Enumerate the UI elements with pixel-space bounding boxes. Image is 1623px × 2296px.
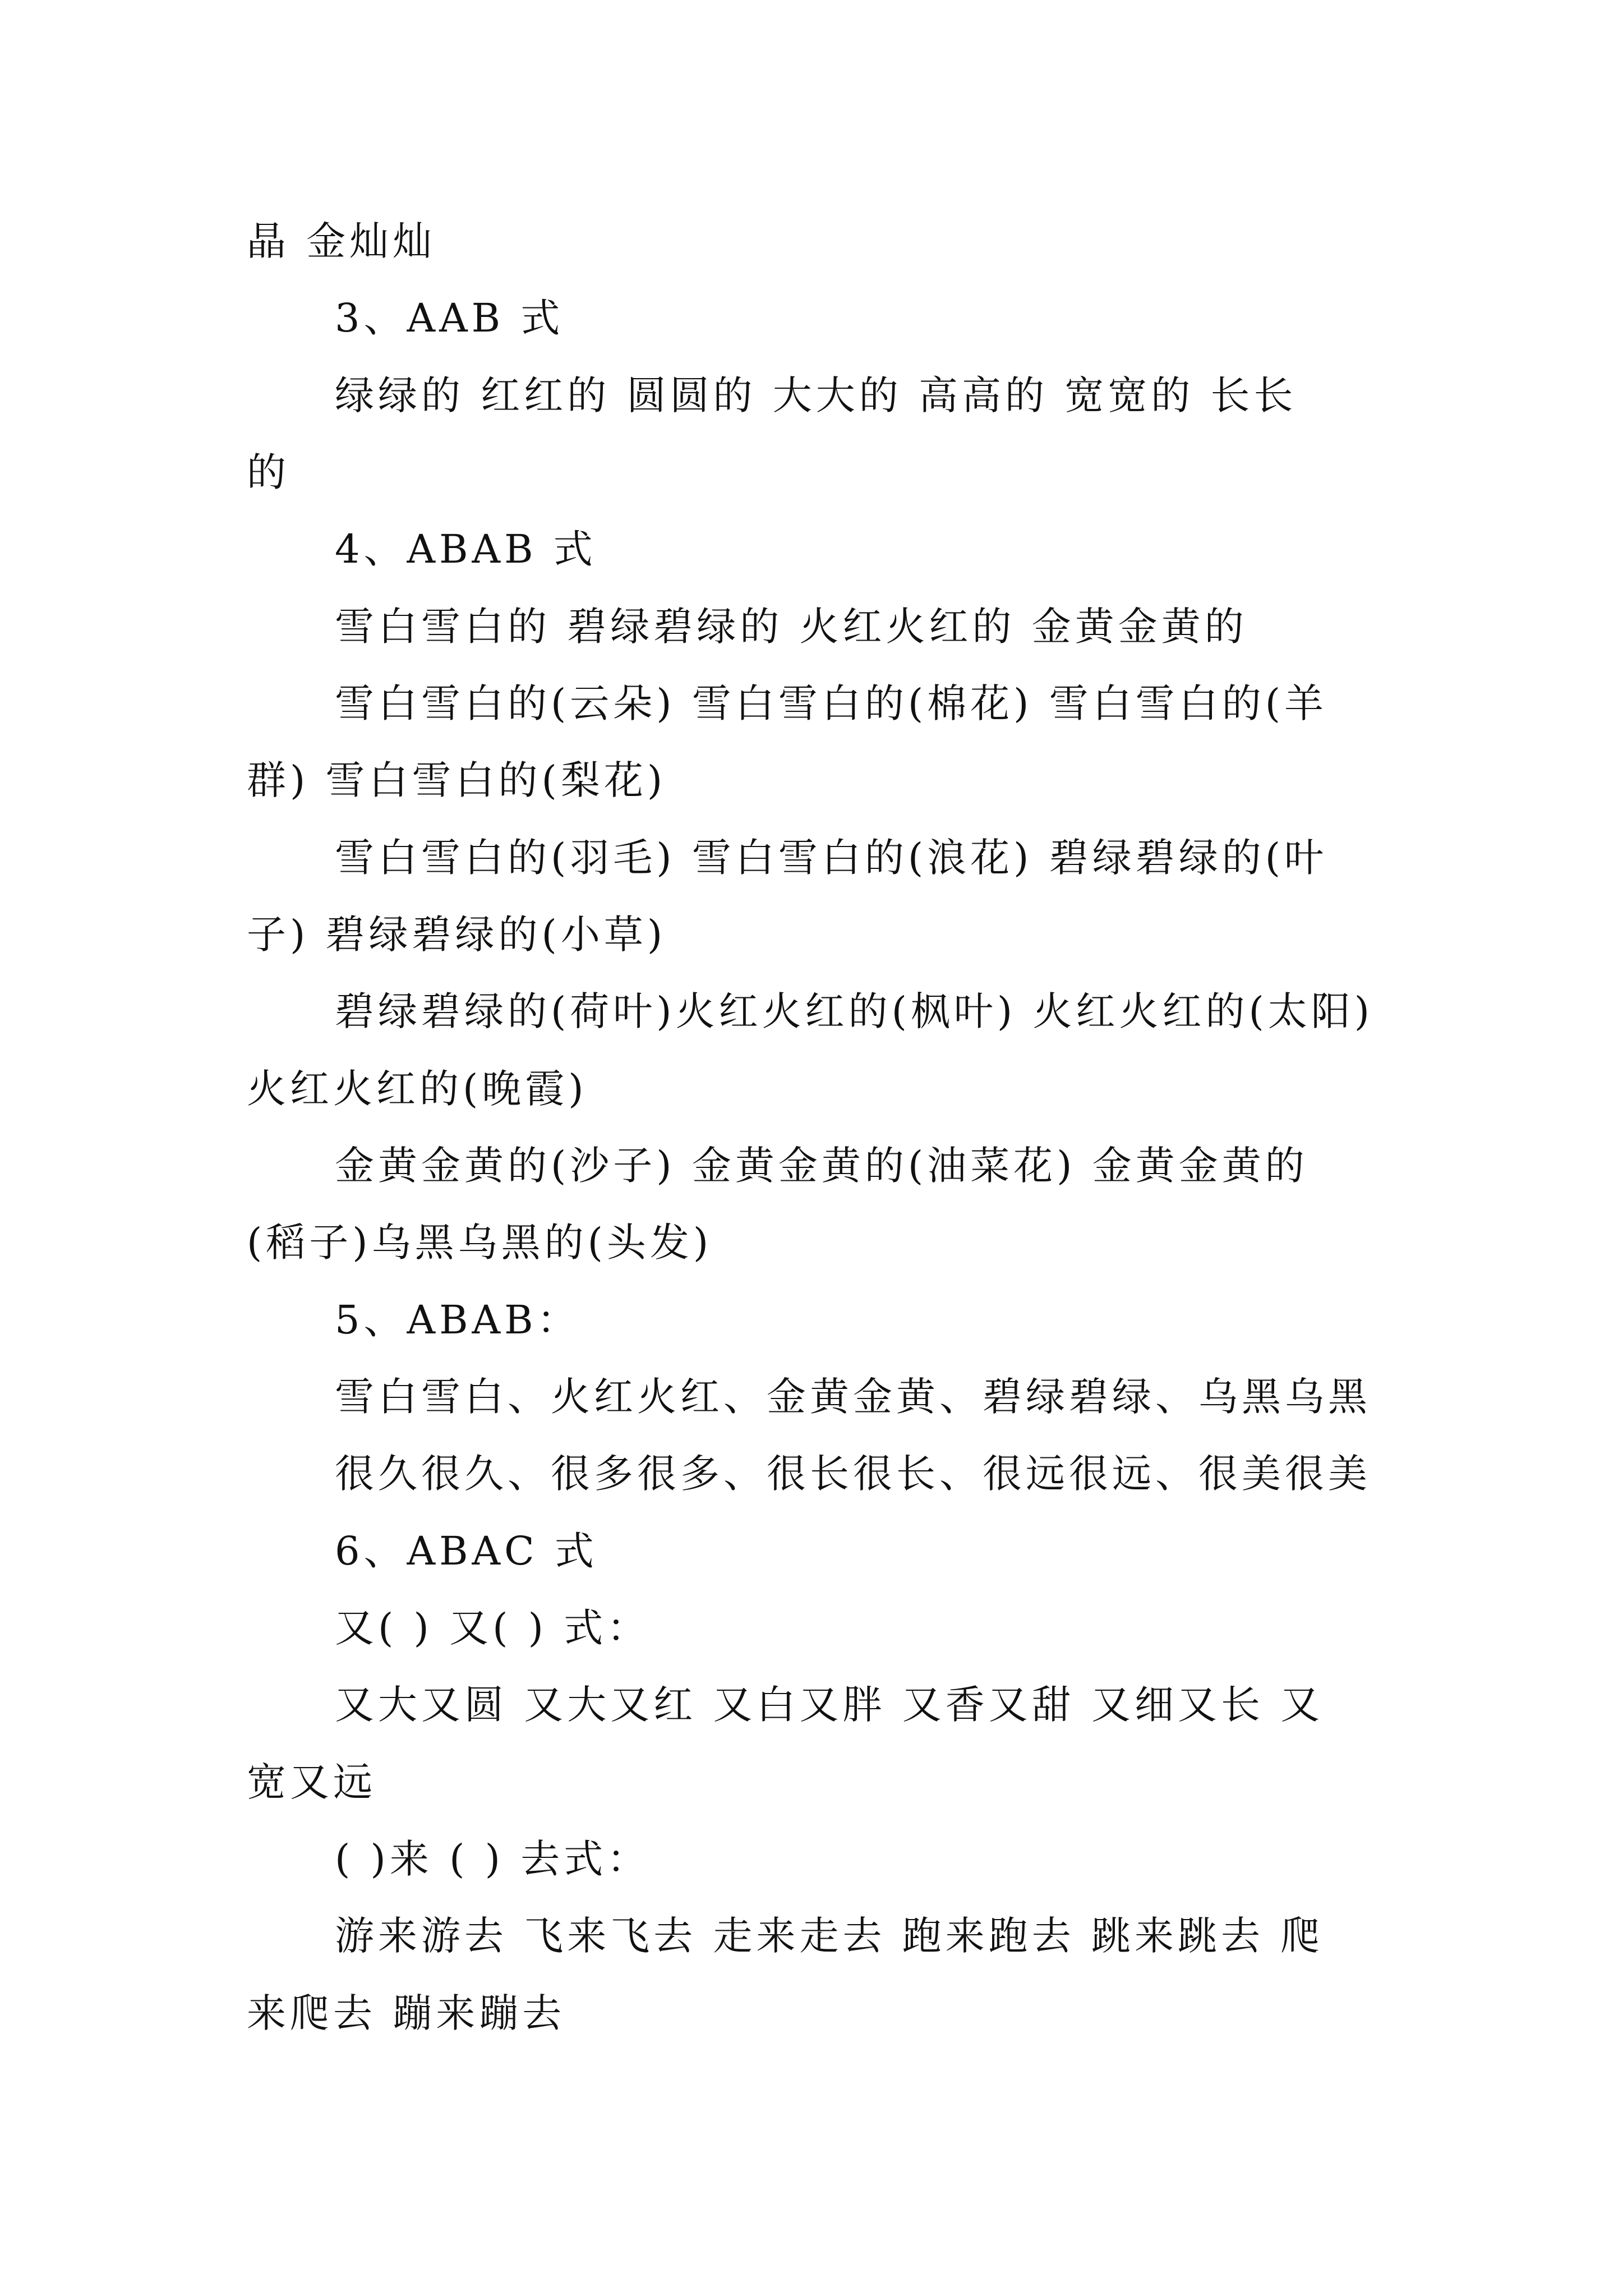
text-line: 绿绿的 红红的 圆圆的 大大的 高高的 宽宽的 长长 <box>335 372 1297 418</box>
text-line: 游来游去 飞来飞去 走来走去 跑来跑去 跳来跳去 爬 <box>335 1913 1324 1959</box>
text-line: 4、ABAB 式 <box>335 526 597 572</box>
text-line: 子) 碧绿碧绿的(小草) <box>247 912 667 958</box>
text-line: 雪白雪白的(云朵) 雪白雪白的(棉花) 雪白雪白的(羊 <box>335 680 1328 726</box>
text-line: 的 <box>247 449 290 495</box>
text-line: 6、ABAC 式 <box>335 1528 598 1574</box>
text-line: 群) 雪白雪白的(梨花) <box>247 757 667 803</box>
text-line: 雪白雪白、火红火红、金黄金黄、碧绿碧绿、乌黑乌黑 <box>335 1374 1371 1420</box>
text-line: 碧绿碧绿的(荷叶)火红火红的(枫叶) 火红火红的(太阳) <box>335 988 1374 1034</box>
text-line: 3、AAB 式 <box>335 295 564 341</box>
text-line: 宽又远 <box>247 1759 376 1805</box>
text-line: (稻子)乌黑乌黑的(头发) <box>247 1220 713 1266</box>
text-line: 雪白雪白的(羽毛) 雪白雪白的(浪花) 碧绿碧绿的(叶 <box>335 835 1328 881</box>
text-line: 晶 金灿灿 <box>247 218 436 264</box>
text-line: 又( ) 又( ) 式： <box>335 1605 651 1651</box>
text-line: 5、ABAB： <box>335 1297 580 1343</box>
text-line: ( )来 ( ) 去式： <box>335 1836 651 1882</box>
text-line: 很久很久、很多很多、很长很长、很远很远、很美很美 <box>335 1451 1371 1497</box>
text-line: 金黄金黄的(沙子) 金黄金黄的(油菜花) 金黄金黄的 <box>335 1143 1308 1189</box>
text-line: 火红火红的(晚霞) <box>247 1066 588 1112</box>
text-line: 来爬去 蹦来蹦去 <box>247 1990 566 2036</box>
text-line: 又大又圆 又大又红 又白又胖 又香又甜 又细又长 又 <box>335 1682 1324 1728</box>
text-line: 雪白雪白的 碧绿碧绿的 火红火红的 金黄金黄的 <box>335 604 1248 650</box>
